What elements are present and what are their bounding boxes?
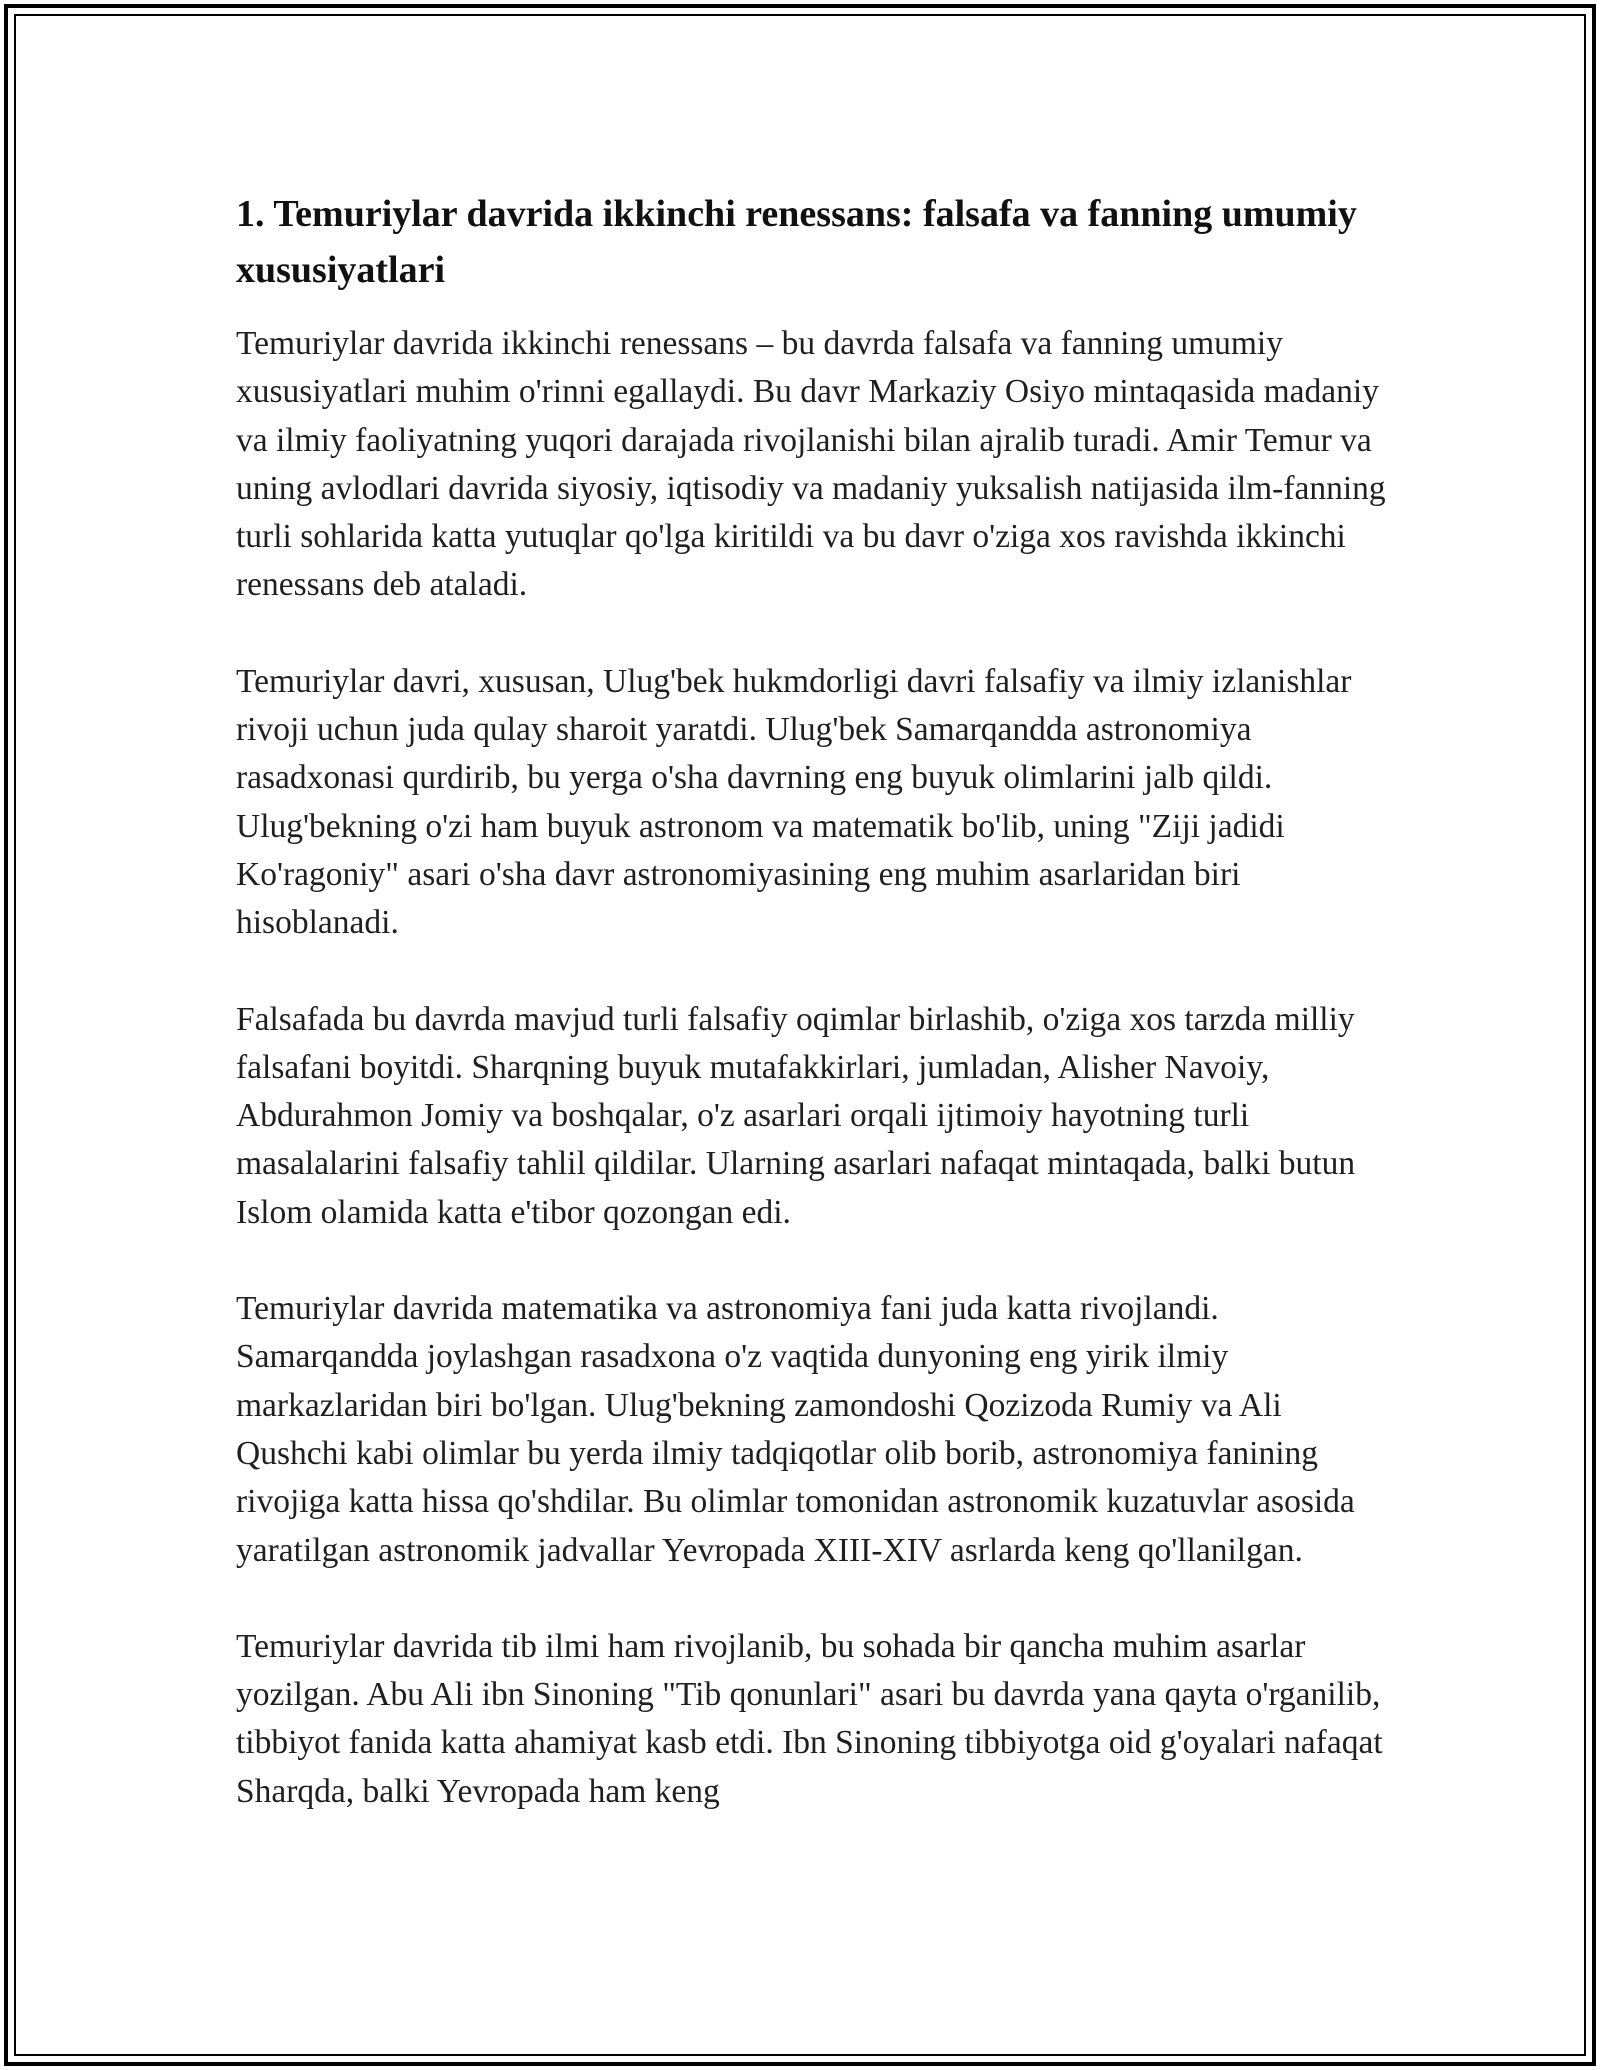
paragraph-3: Falsafada bu davrda mavjud turli falsafiy oqimlar birlashib, o'ziga xos tarzda milliy falsafani boyitdi. Sharqning buyuk mutafakkirlari, jumladan, Alisher Navoiy, Abdurahmon Jomiy va boshqalar, o'z asarlari orqali ijtimoiy hayotning turli masalalarini falsafiy tahlil qildilar. Ularning asarlari nafaqat mintaqada, balki butun Islom olamida katta e'tibor qozongan edi.	[236, 1000, 1356, 1231]
paragraph-2: Temuriylar davri, xususan, Ulug'bek hukmdorligi davri falsafiy va ilmiy izlanishlar rivoji uchun juda qulay sharoit yaratdi. Ulug'bek Samarqandda astronomiya rasadxonasi qurdirib, bu yerga o'sha davrning eng buyuk olimlarini jalb qildi. Ulug'bekning o'zi ham buyuk astronom va matematik bo'lib, uning "Ziji jadidi Ko'ragoniy" asari o'sha davr astronomiyasining eng muhim asarlaridan biri hisoblanadi.	[236, 662, 1352, 942]
paragraph-5: Temuriylar davrida tib ilmi ham rivojlanib, bu sohada bir qancha muhim asarlar yozilgan. Abu Ali ibn Sinoning "Tib qonunlari" asari bu davrda yana qayta o'rganilib, tibbiyot fanida katta ahamiyat kasb etdi. Ibn Sinoning tibbiyotga oid g'oyalari nafaqat Sharqda, balki Yevropada ham keng	[236, 1627, 1383, 1810]
document-body	[236, 186, 1386, 1864]
paragraph-4: Temuriylar davrida matematika va astronomiya fani juda katta rivojlandi. Samarqandda joylashgan rasadxona o'z vaqtida dunyoning eng yirik ilmiy markazlaridan biri bo'lgan. Ulug'bekning zamondoshi Qozizoda Rumiy va Ali Qushchi kabi olimlar bu yerda ilmiy tadqiqotlar olib borib, astronomiya fanining rivojiga katta hissa qo'shdilar. Bu olimlar tomonidan astronomik kuzatuvlar asosida yaratilgan astronomik jadvallar Yevropada XIII-XIV asrlarda keng qo'llanilgan.	[236, 1290, 1355, 1569]
section-heading: 1. Temuriylar davrida ikkinchi renessans: falsafa va fanning umumiy xususiyatlari	[236, 193, 1357, 291]
paragraph-1: Temuriylar davrida ikkinchi renessans – bu davrda falsafa va fanning umumiy xususiyatlari muhim o'rinni egallaydi. Bu davr Markaziy Osiyo mintaqasida madaniy va ilmiy faoliyatning yuqori darajada rivojlanishi bilan ajralib turadi. Amir Temur va uning avlodlari davrida siyosiy, iqtisodiy va madaniy yuksalish natijasida ilm-fanning turli sohlarida katta yutuqlar qo'lga kiritildi va bu davr o'ziga xos ravishda ikkinchi renessans deb ataladi.	[236, 325, 1386, 604]
